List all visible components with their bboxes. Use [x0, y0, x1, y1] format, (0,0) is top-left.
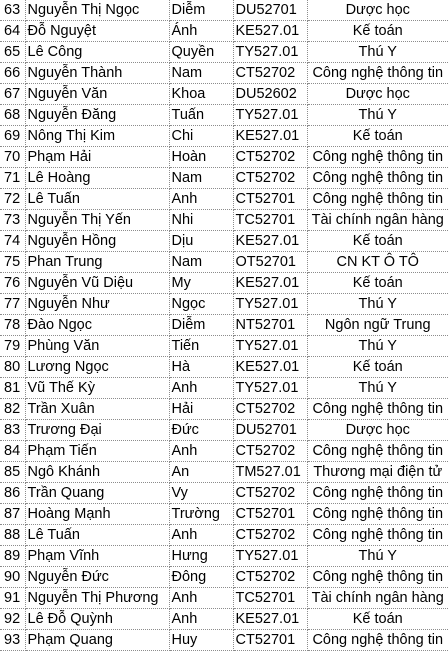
first-name-cell[interactable]: Tuấn	[169, 105, 233, 126]
row-number-cell[interactable]: 68	[0, 105, 25, 126]
class-code-cell[interactable]: TY527.01	[233, 378, 307, 399]
last-name-cell[interactable]: Nguyễn Đăng	[25, 105, 169, 126]
first-name-cell[interactable]: My	[169, 273, 233, 294]
last-name-cell[interactable]: Phùng Văn	[25, 336, 169, 357]
table-row	[0, 147, 448, 168]
last-name-cell[interactable]: Nguyễn Thị Yến	[25, 210, 169, 231]
first-name-cell[interactable]: Đông	[169, 567, 233, 588]
last-name-cell[interactable]: Phan Trung	[25, 252, 169, 273]
row-number-cell[interactable]: 88	[0, 525, 25, 546]
first-name-cell[interactable]: Nam	[169, 63, 233, 84]
first-name-cell[interactable]: Hải	[169, 399, 233, 420]
class-code-cell[interactable]: TY527.01	[233, 42, 307, 63]
major-cell[interactable]: Kế toán	[307, 273, 448, 294]
class-code-cell[interactable]: DU52701	[233, 0, 307, 21]
table-row	[0, 399, 448, 420]
last-name-cell[interactable]: Nguyễn Hồng	[25, 231, 169, 252]
last-name-cell[interactable]: Lê Tuấn	[25, 525, 169, 546]
last-name-cell[interactable]: Lê Công	[25, 42, 169, 63]
major-cell[interactable]: Công nghệ thông tin	[307, 189, 448, 210]
row-number-cell[interactable]: 85	[0, 462, 25, 483]
table-row	[0, 420, 448, 441]
first-name-cell[interactable]: Anh	[169, 609, 233, 630]
major-cell[interactable]: Thú Y	[307, 546, 448, 567]
row-number-cell[interactable]: 80	[0, 357, 25, 378]
major-cell[interactable]: Kế toán	[307, 357, 448, 378]
row-number-cell[interactable]: 81	[0, 378, 25, 399]
last-name-cell[interactable]: Nguyễn Thị Phương	[25, 588, 169, 609]
class-code-cell[interactable]: DU52602	[233, 84, 307, 105]
major-cell[interactable]: Công nghệ thông tin	[307, 147, 448, 168]
row-number-cell[interactable]: 82	[0, 399, 25, 420]
row-number-cell[interactable]: 76	[0, 273, 25, 294]
first-name-cell[interactable]: Ánh	[169, 21, 233, 42]
row-number-cell[interactable]: 65	[0, 42, 25, 63]
last-name-cell[interactable]: Ngô Khánh	[25, 462, 169, 483]
table-row	[0, 462, 448, 483]
first-name-cell[interactable]: Khoa	[169, 84, 233, 105]
first-name-cell[interactable]: Quyền	[169, 42, 233, 63]
last-name-cell[interactable]: Nguyễn Văn	[25, 84, 169, 105]
first-name-cell[interactable]: Dịu	[169, 231, 233, 252]
major-cell[interactable]: Kế toán	[307, 126, 448, 147]
first-name-cell[interactable]: Anh	[169, 378, 233, 399]
major-cell[interactable]: Công nghệ thông tin	[307, 168, 448, 189]
row-number-cell[interactable]: 92	[0, 609, 25, 630]
major-cell[interactable]: Thú Y	[307, 42, 448, 63]
row-number-cell[interactable]: 73	[0, 210, 25, 231]
class-code-cell[interactable]: CT52702	[233, 525, 307, 546]
table-row	[0, 126, 448, 147]
table-row	[0, 0, 448, 21]
last-name-cell[interactable]: Nông Thị Kim	[25, 126, 169, 147]
last-name-cell[interactable]: Nguyễn Thị Ngọc	[25, 0, 169, 21]
class-code-cell[interactable]: CT52702	[233, 63, 307, 84]
row-number-cell[interactable]: 70	[0, 147, 25, 168]
first-name-cell[interactable]: Chi	[169, 126, 233, 147]
first-name-cell[interactable]: Anh	[169, 588, 233, 609]
major-cell[interactable]: Dược học	[307, 420, 448, 441]
last-name-cell[interactable]: Trần Xuân	[25, 399, 169, 420]
first-name-cell[interactable]: Anh	[169, 441, 233, 462]
last-name-cell[interactable]: Lê Đỗ Quỳnh	[25, 609, 169, 630]
major-cell[interactable]: CN KT Ô TÔ	[307, 252, 448, 273]
row-number-cell[interactable]: 87	[0, 504, 25, 525]
major-cell[interactable]: Thú Y	[307, 294, 448, 315]
last-name-cell[interactable]: Lê Hoàng	[25, 168, 169, 189]
major-cell[interactable]: Ngôn ngữ Trung	[307, 315, 448, 336]
row-number-cell[interactable]: 67	[0, 84, 25, 105]
table-row	[0, 63, 448, 84]
first-name-cell[interactable]: Nam	[169, 252, 233, 273]
class-code-cell[interactable]: KE527.01	[233, 357, 307, 378]
class-code-cell[interactable]: CT52702	[233, 168, 307, 189]
class-code-cell[interactable]: TY527.01	[233, 336, 307, 357]
table-row	[0, 84, 448, 105]
class-code-cell[interactable]: CT52702	[233, 483, 307, 504]
major-cell[interactable]: Thú Y	[307, 336, 448, 357]
major-cell[interactable]: Dược học	[307, 84, 448, 105]
last-name-cell[interactable]: Phạm Hải	[25, 147, 169, 168]
first-name-cell[interactable]: Nhi	[169, 210, 233, 231]
table-row	[0, 189, 448, 210]
table-row	[0, 231, 448, 252]
class-code-cell[interactable]: KE527.01	[233, 609, 307, 630]
first-name-cell[interactable]: Anh	[169, 525, 233, 546]
table-row	[0, 525, 448, 546]
row-number-cell[interactable]: 83	[0, 420, 25, 441]
row-number-cell[interactable]: 93	[0, 630, 25, 651]
table-row	[0, 504, 448, 525]
class-code-cell[interactable]: CT52701	[233, 504, 307, 525]
class-code-cell[interactable]: KE527.01	[233, 21, 307, 42]
last-name-cell[interactable]: Nguyễn Vũ Diệu	[25, 273, 169, 294]
table-row	[0, 252, 448, 273]
class-code-cell[interactable]: CT52702	[233, 441, 307, 462]
table-row	[0, 546, 448, 567]
row-number-cell[interactable]: 66	[0, 63, 25, 84]
row-number-cell[interactable]: 75	[0, 252, 25, 273]
class-code-cell[interactable]: CT52702	[233, 567, 307, 588]
row-number-cell[interactable]: 89	[0, 546, 25, 567]
last-name-cell[interactable]: Trương Đại	[25, 420, 169, 441]
class-code-cell[interactable]: DU52701	[233, 420, 307, 441]
last-name-cell[interactable]: Trần Quang	[25, 483, 169, 504]
row-number-cell[interactable]: 78	[0, 315, 25, 336]
last-name-cell[interactable]: Vũ Thế Kỳ	[25, 378, 169, 399]
class-code-cell[interactable]: KE527.01	[233, 273, 307, 294]
class-code-cell[interactable]: TC52701	[233, 588, 307, 609]
class-code-cell[interactable]: CT52701	[233, 189, 307, 210]
last-name-cell[interactable]: Lương Ngọc	[25, 357, 169, 378]
row-number-cell[interactable]: 69	[0, 126, 25, 147]
table-row	[0, 378, 448, 399]
last-name-cell[interactable]: Phạm Tiến	[25, 441, 169, 462]
last-name-cell[interactable]: Phạm Quang	[25, 630, 169, 651]
major-cell[interactable]: Thú Y	[307, 105, 448, 126]
major-cell[interactable]: Tài chính ngân hàng	[307, 588, 448, 609]
first-name-cell[interactable]: Hoàn	[169, 147, 233, 168]
row-number-cell[interactable]: 77	[0, 294, 25, 315]
first-name-cell[interactable]: Đức	[169, 420, 233, 441]
class-code-cell[interactable]: CT52702	[233, 399, 307, 420]
class-code-cell[interactable]: NT52701	[233, 315, 307, 336]
major-cell[interactable]: Công nghệ thông tin	[307, 441, 448, 462]
first-name-cell[interactable]: Huy	[169, 630, 233, 651]
class-code-cell[interactable]: KE527.01	[233, 126, 307, 147]
major-cell[interactable]: Công nghệ thông tin	[307, 504, 448, 525]
table-row	[0, 21, 448, 42]
row-number-cell[interactable]: 72	[0, 189, 25, 210]
class-code-cell[interactable]: TY527.01	[233, 294, 307, 315]
row-number-cell[interactable]: 84	[0, 441, 25, 462]
first-name-cell[interactable]: Tiến	[169, 336, 233, 357]
class-code-cell[interactable]: TY527.01	[233, 546, 307, 567]
table-row	[0, 105, 448, 126]
first-name-cell[interactable]: Vy	[169, 483, 233, 504]
major-cell[interactable]: Kế toán	[307, 231, 448, 252]
class-code-cell[interactable]: TM527.01	[233, 462, 307, 483]
major-cell[interactable]: Thú Y	[307, 378, 448, 399]
table-row	[0, 273, 448, 294]
class-code-cell[interactable]: TY527.01	[233, 105, 307, 126]
row-number-cell[interactable]: 86	[0, 483, 25, 504]
major-cell[interactable]: Công nghệ thông tin	[307, 567, 448, 588]
class-code-cell[interactable]: CT52702	[233, 147, 307, 168]
major-cell[interactable]: Tài chính ngân hàng	[307, 210, 448, 231]
class-code-cell[interactable]: KE527.01	[233, 231, 307, 252]
last-name-cell[interactable]: Nguyễn Thành	[25, 63, 169, 84]
first-name-cell[interactable]: Diễm	[169, 315, 233, 336]
table-row	[0, 294, 448, 315]
class-code-cell[interactable]: CT52701	[233, 630, 307, 651]
last-name-cell[interactable]: Hoàng Mạnh	[25, 504, 169, 525]
row-number-cell[interactable]: 90	[0, 567, 25, 588]
major-cell[interactable]: Thương mại điện tử	[307, 462, 448, 483]
table-row	[0, 42, 448, 63]
row-number-cell[interactable]: 71	[0, 168, 25, 189]
class-code-cell[interactable]: TC52701	[233, 210, 307, 231]
table-row	[0, 609, 448, 630]
first-name-cell[interactable]: Hà	[169, 357, 233, 378]
table-row	[0, 210, 448, 231]
major-cell[interactable]: Công nghệ thông tin	[307, 630, 448, 651]
last-name-cell[interactable]: Đỗ Nguyệt	[25, 21, 169, 42]
table-row	[0, 315, 448, 336]
table-row	[0, 336, 448, 357]
first-name-cell[interactable]: Trường	[169, 504, 233, 525]
major-cell[interactable]: Dược học	[307, 0, 448, 21]
major-cell[interactable]: Công nghệ thông tin	[307, 399, 448, 420]
row-number-cell[interactable]: 79	[0, 336, 25, 357]
class-code-cell[interactable]: OT52701	[233, 252, 307, 273]
major-cell[interactable]: Công nghệ thông tin	[307, 63, 448, 84]
row-number-cell[interactable]: 63	[0, 0, 25, 21]
last-name-cell[interactable]: Nguyễn Đức	[25, 567, 169, 588]
first-name-cell[interactable]: Nam	[169, 168, 233, 189]
last-name-cell[interactable]: Đào Ngọc	[25, 315, 169, 336]
first-name-cell[interactable]: Diễm	[169, 0, 233, 21]
major-cell[interactable]: Công nghệ thông tin	[307, 483, 448, 504]
table-row	[0, 588, 448, 609]
table-row	[0, 567, 448, 588]
major-cell[interactable]: Kế toán	[307, 609, 448, 630]
table-row	[0, 357, 448, 378]
table-row	[0, 630, 448, 651]
row-number-cell[interactable]: 64	[0, 21, 25, 42]
first-name-cell[interactable]: Ngọc	[169, 294, 233, 315]
last-name-cell[interactable]: Nguyễn Như	[25, 294, 169, 315]
last-name-cell[interactable]: Phạm Vĩnh	[25, 546, 169, 567]
major-cell[interactable]: Kế toán	[307, 21, 448, 42]
row-number-cell[interactable]: 91	[0, 588, 25, 609]
major-cell[interactable]: Công nghệ thông tin	[307, 525, 448, 546]
last-name-cell[interactable]: Lê Tuấn	[25, 189, 169, 210]
table-row	[0, 483, 448, 504]
first-name-cell[interactable]: Hưng	[169, 546, 233, 567]
table-row	[0, 441, 448, 462]
first-name-cell[interactable]: An	[169, 462, 233, 483]
first-name-cell[interactable]: Anh	[169, 189, 233, 210]
row-number-cell[interactable]: 74	[0, 231, 25, 252]
table-row	[0, 168, 448, 189]
